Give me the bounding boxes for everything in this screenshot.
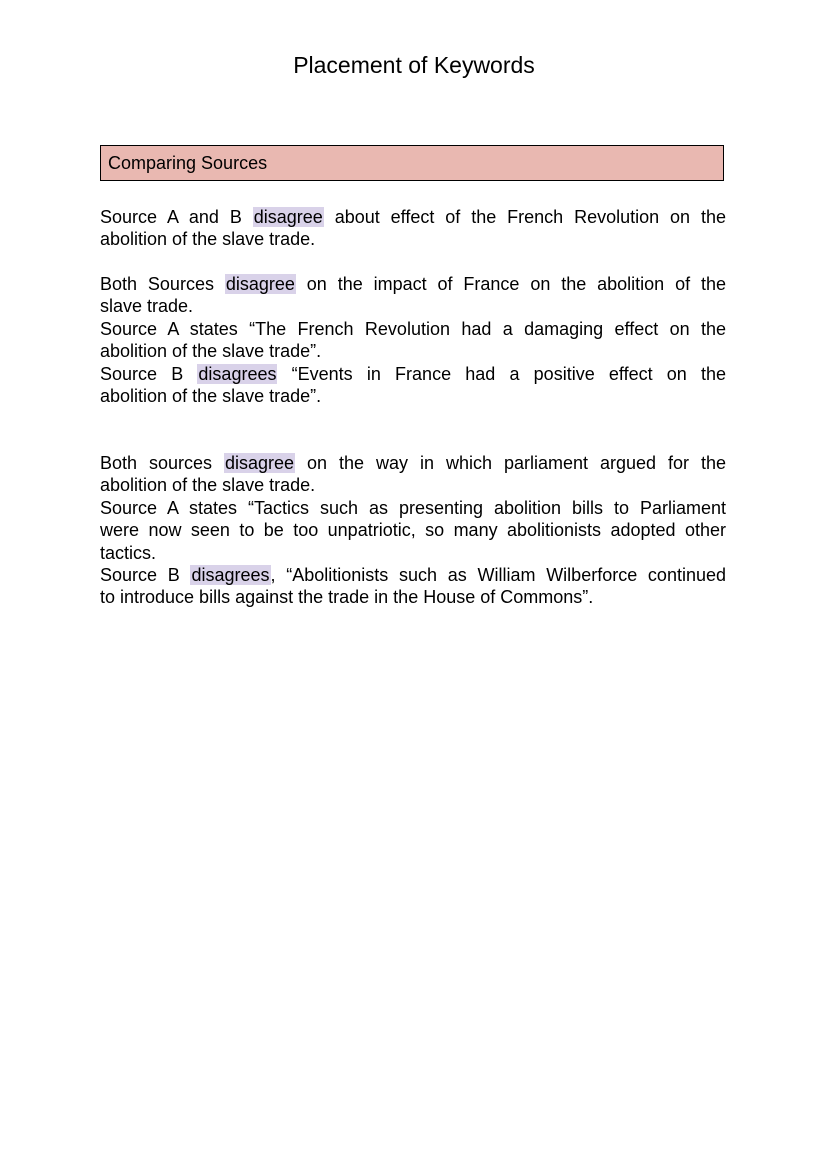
text-line: abolition of the slave trade. xyxy=(100,475,316,496)
text-line xyxy=(100,564,726,586)
keyword-highlight: disagree xyxy=(253,207,323,227)
text-line: to introduce bills against the trade in the House of Commons”. xyxy=(100,587,594,608)
section-heading-box xyxy=(100,145,724,181)
text-run: on the impact of France on the abolition of the xyxy=(295,274,727,294)
paragraph-2 xyxy=(100,273,726,407)
text-line: abolition of the slave trade. xyxy=(100,229,316,250)
text-line: Source A states “The French Revolution had a damaging effect on the xyxy=(100,318,726,339)
paragraph-1 xyxy=(100,206,726,251)
paragraph-3 xyxy=(100,452,726,609)
text-run: Source B xyxy=(100,565,191,586)
text-line: tactics. xyxy=(100,542,157,563)
text-line: abolition of the slave trade”. xyxy=(100,386,322,407)
keyword-highlight: disagree xyxy=(225,274,295,294)
text-run: Source B xyxy=(100,363,198,384)
text-line xyxy=(100,363,726,385)
keyword-highlight: disagrees xyxy=(191,565,270,586)
text-run: Source A and B xyxy=(100,207,253,227)
text-run: “Events in France had a positive effect on the xyxy=(277,363,726,384)
keyword-highlight: disagree xyxy=(225,453,295,473)
text-run: Both sources xyxy=(100,453,224,473)
text-line xyxy=(100,206,726,228)
text-line xyxy=(100,273,726,295)
text-line: were now seen to be too unpatriotic, so many abolitionists adopted other xyxy=(100,520,726,541)
page-title: Placement of Keywords xyxy=(293,52,535,78)
text-run: Both Sources xyxy=(100,274,225,294)
text-line: Source A states “Tactics such as presenting abolition bills to Parliament xyxy=(100,497,726,518)
text-line xyxy=(100,452,726,474)
text-line: slave trade. xyxy=(100,296,194,317)
text-line: abolition of the slave trade”. xyxy=(100,341,322,362)
text-run: about effect of the French Revolution on the xyxy=(323,207,727,227)
section-heading: Comparing Sources xyxy=(108,153,268,173)
keyword-highlight: disagrees xyxy=(198,363,277,384)
text-run: on the way in which parliament argued for the xyxy=(295,453,726,473)
text-run: , “Abolitionists such as William Wilberforce continued xyxy=(270,565,726,586)
